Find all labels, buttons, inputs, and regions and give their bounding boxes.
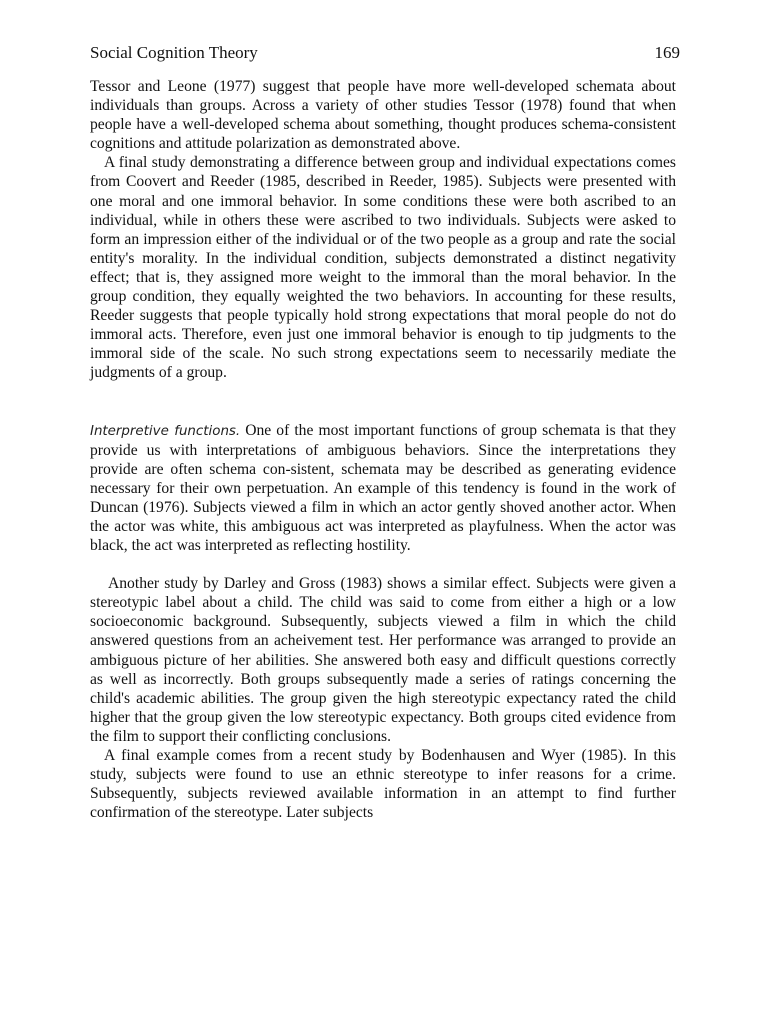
paragraph-tessor-leone: Tessor and Leone (1977) suggest that people have more well-developed schemata about individuals than groups. Across a variety of other studies Tessor (1978) found that when people have a well-developed schema about something, thought produces schema-consistent cognitions and attitude polarization as demonstrated above.	[90, 78, 676, 153]
paragraph-interpretive-text: One of the most important functions of group schemata is that they provide us with interpretations of ambiguous behaviors. Since the interpretations they provide are often schema con-sistent, schemata may be described as generating evidence necessary for their own perpetuation. An example of this tendency is found in the work of Duncan (1976). Subjects viewed a film in which an actor gently shoved another actor. When the actor was white, this ambiguous act was interpreted as playfulness. When the actor was black, the act was interpreted as reflecting hostility.	[90, 421, 676, 555]
running-title: Social Cognition Theory	[90, 43, 258, 62]
page-number: 169	[654, 43, 680, 62]
paragraph-bodenhausen-wyer: A final example comes from a recent study by Bodenhausen and Wyer (1985). In this study, subjects were found to use an ethnic stereotype to infer reasons for a crime. Subsequently, subjects reviewed available information in an attempt to find further confirmation of the stereotype. Later subjects	[90, 747, 676, 822]
paragraph-darley-gross: Another study by Darley and Gross (1983) shows a similar effect. Subjects were given a stereotypic label about a child. The child was said to come from either a high or a low socioeconomic background. Subsequently, subjects viewed a film in which the child answered questions from an acheivement test. Her performance was arranged to provide an ambiguous picture of her abilities. She answered both easy and difficult questions correctly as well as incorrectly. Both groups subsequently made a series of ratings concerning the child's academic abilities. The group given the high stereotypic expectancy rated the child higher that the group given the low stereotypic expectancy. Both groups cited evidence from the film to support their conflicting conclusions.	[90, 575, 676, 745]
paragraph-coovert-reeder: A final study demonstrating a difference between group and individual expectations comes from Coovert and Reeder (1985, described in Reeder, 1985). Subjects were presented with one moral and one immoral behavior. In some conditions these were both ascribed to an individual, while in others these were ascribed to two individuals. Subjects were asked to form an impression either of the individual or of the two people as a group and rate the social entity's morality. In the individual condition, subjects demonstrated a distinct negativity effect; that is, they assigned more weight to the immoral than the moral behavior. In the group condition, they equally weighted the two behaviors. In accounting for these results, Reeder suggests that people typically hold strong expectations that moral people do not do immoral acts. Therefore, even just one immoral behavior is enough to tip judgments to the immoral side of the scale. No such strong expectations seem to necessarily mediate the judgments of a group.	[90, 154, 676, 382]
section-run-in-heading: Interpretive functions.	[90, 423, 241, 439]
running-head	[90, 42, 680, 64]
paragraph-interpretive-functions	[90, 421, 676, 556]
body-text	[90, 77, 676, 822]
